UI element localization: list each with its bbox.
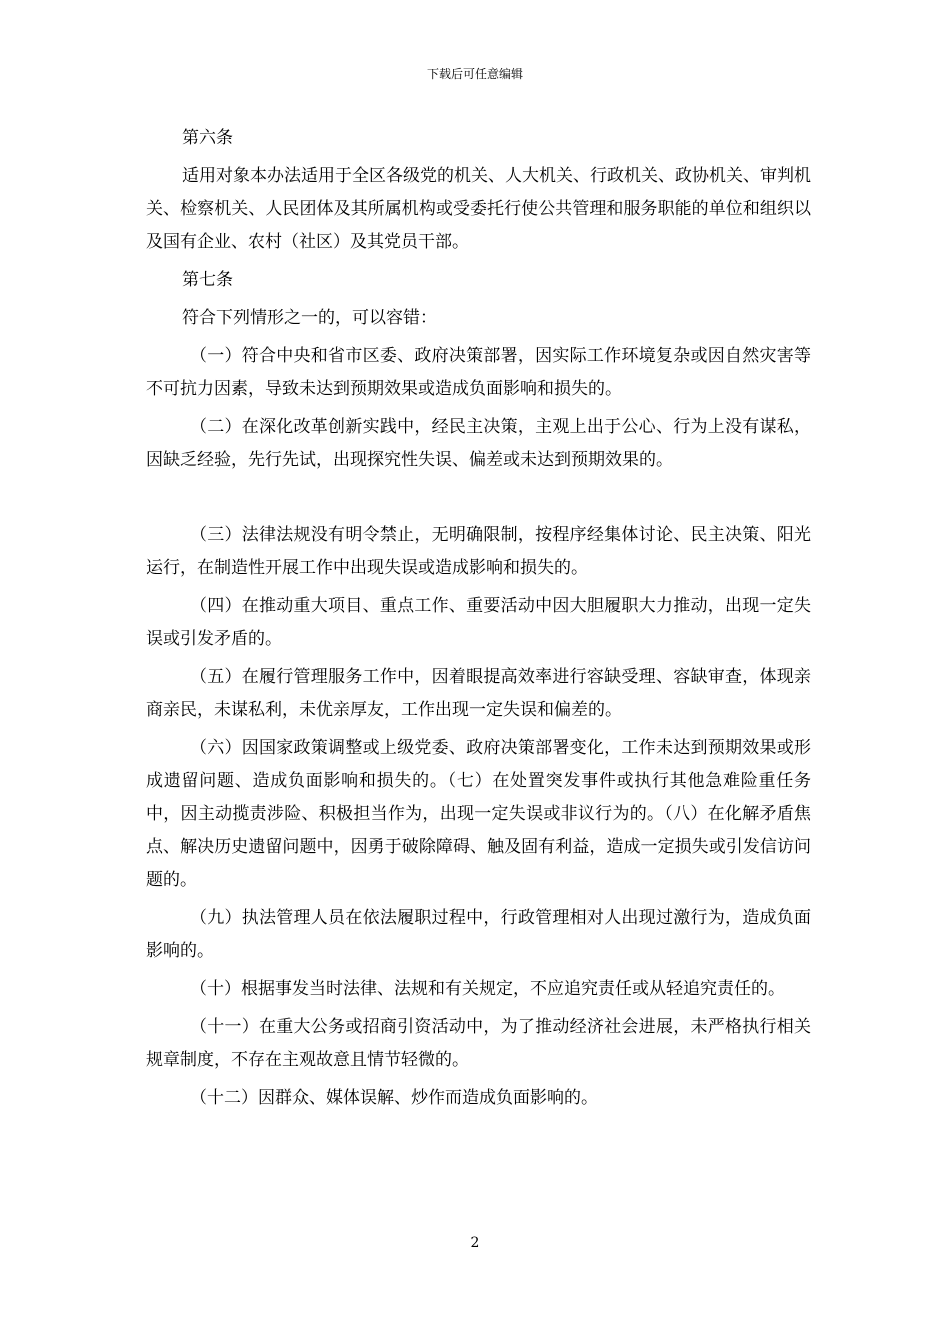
page-number: 2 [470, 1235, 480, 1251]
paragraph-item-6-8: （六）因国家政策调整或上级党委、政府决策部署变化，工作未达到预期效果或形成遗留问题、造成负面影响和损失的。（七）在处置突发事件或执行其他急难险重任务中，因主动揽责涉险、积极担当作为，出现一定失误或非议行为的。（八）在化解矛盾焦点、解决历史遗留问题中，因勇于破除障碍、触及固有利益，造成一定损失或引发信访问题的。 [146, 738, 811, 890]
article-heading-7: 第七条 [182, 270, 233, 290]
paragraph-item-9: （九）执法管理人员在依法履职过程中，行政管理相对人出现过激行为，造成负面影响的。 [146, 908, 811, 961]
paragraph-item-5: （五）在履行管理服务工作中，因着眼提高效率进行容缺受理、容缺审查，体现亲商亲民，未谋私利，未优亲厚友，工作出现一定失误和偏差的。 [146, 667, 811, 720]
page-header: 下载后可任意编辑 [426, 67, 523, 81]
paragraph-item-2: （二）在深化改革创新实践中，经民主决策，主观上出于公心、行为上没有谋私，因缺乏经验，先行先试，出现探究性失误、偏差或未达到预期效果的。 [146, 417, 811, 470]
paragraph-item-4: （四）在推动重大项目、重点工作、重要活动中因大胆履职大力推动，出现一定失误或引发矛盾的。 [146, 596, 811, 649]
paragraph-intro: 符合下列情形之一的，可以容错： [182, 308, 437, 328]
paragraph-item-10: （十）根据事发当时法律、法规和有关规定，不应追究责任或从轻追究责任的。 [190, 979, 785, 999]
document-body [146, 122, 811, 1115]
paragraph-scope: 适用对象本办法适用于全区各级党的机关、人大机关、行政机关、政协机关、审判机关、检察机关、人民团体及其所属机构或受委托行使公共管理和服务职能的单位和组织以及国有企业、农村（社区）及其党员干部。 [146, 166, 811, 252]
paragraph-item-3: （三）法律法规没有明令禁止，无明确限制，按程序经集体讨论、民主决策、阳光运行，在制造性开展工作中出现失误或造成影响和损失的。 [146, 525, 811, 578]
paragraph-item-11: （十一）在重大公务或招商引资活动中，为了推动经济社会进展，未严格执行相关规章制度，不存在主观故意且情节轻微的。 [146, 1017, 811, 1070]
paragraph-item-1: （一）符合中央和省市区委、政府决策部署，因实际工作环境复杂或因自然灾害等不可抗力因素，导致未达到预期效果或造成负面影响和损失的。 [146, 346, 811, 399]
article-heading-6: 第六条 [182, 128, 233, 148]
paragraph-item-12: （十二）因群众、媒体误解、炒作而造成负面影响的。 [190, 1088, 598, 1108]
